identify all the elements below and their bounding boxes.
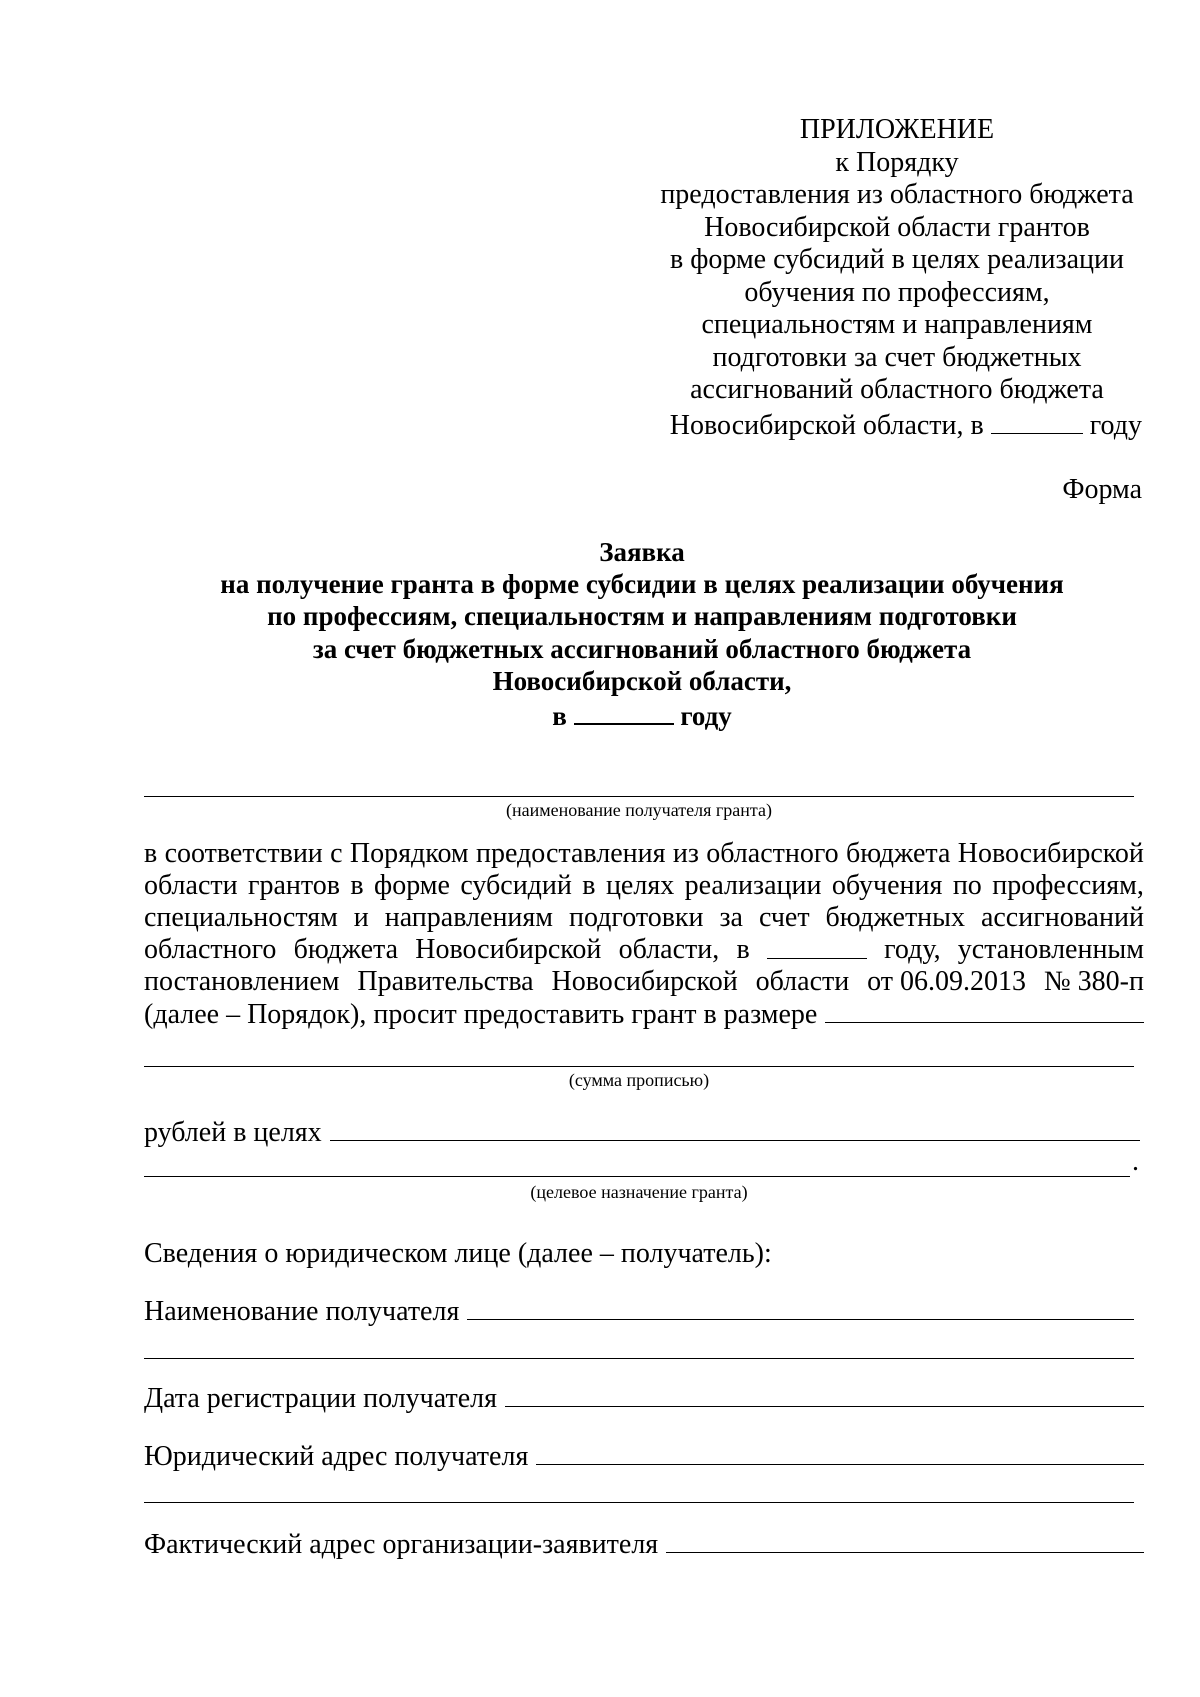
word: предоставления — [475, 838, 666, 869]
word: из — [672, 838, 699, 869]
paragraph-line — [144, 838, 1144, 870]
title-line: на получение гранта в форме субсидии в целях реализации обучения — [220, 569, 1064, 600]
word: за — [719, 902, 743, 933]
word: счет — [758, 902, 810, 933]
purpose-label: рублей в целях — [144, 1117, 322, 1148]
word: грантов — [248, 870, 340, 901]
appendix-header — [652, 114, 1142, 442]
appendix-line: специальностям и направлениям — [701, 309, 1093, 340]
word: от 06.09.2013 — [867, 966, 1027, 997]
paragraph-line — [144, 902, 1144, 934]
word: в — [350, 870, 364, 901]
amount-words-caption: (сумма прописью) — [568, 1070, 710, 1090]
appendix-year-prefix: Новосибирской области, в — [669, 409, 984, 441]
title-year-prefix: в — [552, 701, 567, 732]
info-heading: Сведения о юридическом лице (далее – получатель): — [144, 1238, 772, 1269]
title-year-suffix: году — [680, 701, 732, 732]
word: с — [330, 838, 343, 869]
appendix-line: Новосибирской области грантов — [704, 211, 1090, 243]
appendix-title: ПРИЛОЖЕНИЕ — [799, 114, 995, 145]
word: году, — [884, 934, 941, 965]
word: в — [736, 934, 750, 965]
word: Порядком — [349, 838, 469, 869]
word: областного — [706, 838, 839, 869]
actual-address-input[interactable] — [666, 1528, 1144, 1553]
paragraph-line — [144, 998, 1144, 1031]
word: Новосибирской — [415, 934, 602, 965]
appendix-line: ассигнований областного бюджета — [690, 374, 1104, 405]
word: обучения — [831, 870, 943, 901]
actual-address-label: Фактический адрес организации-заявителя — [144, 1529, 659, 1560]
word: реализации — [684, 870, 822, 901]
purpose-blank-2[interactable] — [144, 1176, 1130, 1177]
application-title — [140, 536, 1144, 732]
request-paragraph — [144, 838, 1144, 1031]
word: подготовки — [568, 902, 704, 933]
word: Новосибирской — [551, 966, 738, 997]
amount-words-blank[interactable] — [144, 1066, 1134, 1067]
word: целях — [605, 870, 675, 901]
appendix-year-blank[interactable] — [991, 407, 1083, 434]
word: по — [952, 870, 982, 901]
paragraph-line — [144, 966, 1144, 998]
registration-date-field — [144, 1382, 1144, 1415]
title-year-blank[interactable] — [574, 697, 674, 725]
word: постановлением — [144, 966, 340, 997]
legal-address-field — [144, 1440, 1144, 1473]
actual-address-field — [144, 1528, 1144, 1561]
paragraph-line — [144, 934, 1144, 966]
recipient-name-label: Наименование получателя — [144, 1296, 460, 1327]
word: субсидий — [460, 870, 572, 901]
word: области — [755, 966, 850, 997]
grant-amount-blank[interactable] — [825, 998, 1144, 1023]
recipient-name-field — [144, 1295, 1134, 1328]
purpose-period: . — [1132, 1146, 1139, 1177]
word: областного — [144, 934, 277, 965]
legal-address-label: Юридический адрес получателя — [144, 1441, 529, 1472]
word: бюджетных — [825, 902, 965, 933]
recipient-name-caption: (наименование получателя гранта) — [506, 800, 772, 820]
paragraph-line — [144, 870, 1144, 902]
title-line: по профессиям, специальностям и направлениям подготовки — [267, 601, 1017, 632]
word: специальностям — [144, 902, 338, 933]
word: профессиям, — [992, 870, 1144, 901]
legal-address-input-2[interactable] — [144, 1502, 1134, 1503]
word: ассигнований — [980, 902, 1144, 933]
word: бюджета — [845, 838, 951, 869]
word: в — [144, 838, 158, 869]
purpose-caption: (целевое назначение гранта) — [530, 1182, 748, 1202]
word: области, — [618, 934, 720, 965]
appendix-line: к Порядку — [835, 146, 959, 178]
recipient-name-input-2[interactable] — [144, 1358, 1134, 1359]
word: форме — [374, 870, 450, 901]
grant-amount-label: (далее – Порядок), просит предоставить грант в размере — [144, 999, 818, 1030]
recipient-name-input[interactable] — [467, 1295, 1134, 1320]
appendix-line: обучения по профессиям, — [744, 276, 1050, 308]
title-line: Заявка — [599, 537, 685, 567]
appendix-line: предоставления из областного бюджета — [660, 179, 1134, 210]
word: бюджета — [293, 934, 399, 965]
word: № 380-п — [1043, 966, 1144, 997]
recipient-name-blank[interactable] — [144, 796, 1134, 797]
registration-date-label: Дата регистрации получателя — [144, 1383, 497, 1414]
title-line: Новосибирской области, — [492, 665, 792, 696]
registration-date-input[interactable] — [505, 1382, 1144, 1407]
word: направлениям — [384, 902, 554, 933]
paragraph-year-blank[interactable] — [767, 934, 867, 959]
word: Правительства — [357, 966, 534, 997]
appendix-year-suffix: году — [1089, 409, 1142, 441]
title-line: за счет бюджетных ассигнований областного бюджета — [312, 633, 972, 664]
purpose-blank[interactable] — [330, 1116, 1140, 1141]
word: установленным — [957, 934, 1144, 965]
word: и — [353, 902, 369, 933]
form-label: Форма — [1062, 474, 1142, 505]
appendix-year-line — [652, 407, 1142, 443]
word: соответствии — [164, 838, 323, 869]
legal-address-input[interactable] — [536, 1440, 1144, 1465]
word: области — [144, 870, 238, 901]
word: Новосибирской — [957, 838, 1144, 869]
appendix-line: в форме субсидий в целях реализации — [670, 244, 1124, 275]
purpose-field — [144, 1116, 1140, 1149]
word: в — [582, 870, 596, 901]
appendix-line: подготовки за счет бюджетных — [712, 341, 1082, 373]
title-year-line — [140, 697, 1144, 732]
